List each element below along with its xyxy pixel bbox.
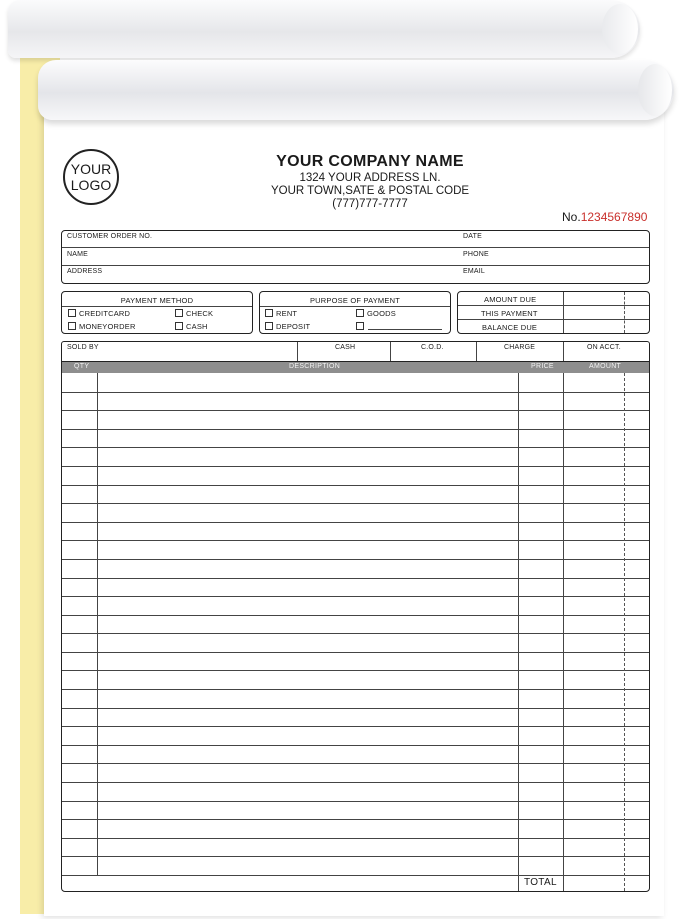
charge-label: CHARGE bbox=[504, 344, 536, 351]
checkbox[interactable] bbox=[68, 309, 76, 317]
this-payment-label: THIS PAYMENT bbox=[481, 309, 538, 318]
name-label: NAME bbox=[67, 251, 89, 258]
checkbox[interactable] bbox=[175, 322, 183, 330]
table-row bbox=[62, 633, 649, 634]
table-row bbox=[62, 782, 649, 783]
logo-line-2: LOGO bbox=[70, 177, 112, 193]
address-label: ADDRESS bbox=[67, 268, 103, 275]
company-address: 1324 YOUR ADDRESS LN. bbox=[299, 172, 441, 184]
table-row bbox=[62, 540, 649, 541]
logo-line-1: YOUR bbox=[70, 161, 112, 177]
items-table-header bbox=[62, 362, 649, 373]
price-column-divider bbox=[518, 373, 519, 891]
purpose-title: PURPOSE OF PAYMENT bbox=[309, 296, 400, 305]
company-name: YOUR COMPANY NAME bbox=[276, 153, 464, 170]
total-label: TOTAL bbox=[524, 877, 557, 888]
divider bbox=[390, 342, 391, 361]
divider bbox=[62, 306, 252, 307]
cents-divider bbox=[624, 292, 625, 333]
divider bbox=[563, 342, 564, 361]
cod-label: C.O.D. bbox=[421, 344, 444, 351]
table-row bbox=[62, 466, 649, 467]
divider bbox=[62, 247, 649, 248]
divider bbox=[563, 292, 564, 333]
checkbox[interactable] bbox=[356, 322, 364, 330]
option-moneyorder: MONEYORDER bbox=[68, 322, 136, 331]
qty-column-header: QTY bbox=[74, 363, 90, 370]
form-number-value: 1234567890 bbox=[580, 210, 648, 224]
table-row bbox=[62, 838, 649, 839]
table-row bbox=[62, 503, 649, 504]
option-goods: GOODS bbox=[356, 309, 396, 318]
form-number-prefix: No. bbox=[562, 210, 581, 224]
table-row bbox=[62, 522, 649, 523]
option-rent: RENT bbox=[265, 309, 297, 318]
balance-due-label: BALANCE DUE bbox=[482, 323, 538, 332]
table-row bbox=[62, 578, 649, 579]
payment-method-title: PAYMENT METHOD bbox=[120, 296, 194, 305]
price-column-header: PRICE bbox=[531, 363, 554, 370]
cash-label: CASH bbox=[335, 344, 356, 351]
checkbox[interactable] bbox=[265, 309, 273, 317]
back-sheet-curl bbox=[8, 0, 640, 58]
table-row bbox=[62, 708, 649, 709]
amount-due-label: AMOUNT DUE bbox=[484, 295, 537, 304]
table-row bbox=[62, 652, 649, 653]
table-row bbox=[62, 745, 649, 746]
form-number bbox=[562, 210, 647, 224]
table-row bbox=[62, 819, 649, 820]
customer-order-no-label: CUSTOMER ORDER NO. bbox=[67, 233, 153, 240]
table-row bbox=[62, 410, 649, 411]
table-row bbox=[62, 447, 649, 448]
divider bbox=[476, 342, 477, 361]
company-phone: (777)777-7777 bbox=[332, 198, 408, 210]
table-row bbox=[62, 726, 649, 727]
checkbox[interactable] bbox=[175, 309, 183, 317]
company-header bbox=[200, 152, 540, 211]
table-row bbox=[62, 801, 649, 802]
qty-column-divider bbox=[97, 373, 98, 875]
table-row bbox=[62, 559, 649, 560]
checkbox[interactable] bbox=[68, 322, 76, 330]
table-row bbox=[62, 689, 649, 690]
description-column-header: DESCRIPTION bbox=[289, 363, 341, 370]
table-row bbox=[62, 596, 649, 597]
items-table bbox=[61, 362, 650, 892]
table-row bbox=[62, 392, 649, 393]
option-check: CHECK bbox=[175, 309, 213, 318]
table-row bbox=[62, 763, 649, 764]
sale-terms-row bbox=[61, 341, 650, 362]
phone-label: PHONE bbox=[463, 251, 489, 258]
divider bbox=[260, 306, 450, 307]
sold-by-label: SOLD BY bbox=[67, 344, 99, 351]
checkbox[interactable] bbox=[356, 309, 364, 317]
divider bbox=[297, 342, 298, 361]
cents-divider bbox=[624, 373, 625, 891]
option-deposit: DEPOSIT bbox=[265, 322, 310, 331]
date-label: DATE bbox=[463, 233, 482, 240]
divider bbox=[458, 319, 649, 320]
checkbox[interactable] bbox=[265, 322, 273, 330]
on-acct-label: ON ACCT. bbox=[587, 344, 621, 351]
company-town: YOUR TOWN,SATE & POSTAL CODE bbox=[270, 185, 470, 197]
table-row bbox=[62, 875, 649, 876]
option-cash: CASH bbox=[175, 322, 208, 331]
table-row bbox=[62, 485, 649, 486]
option-other bbox=[356, 322, 367, 331]
amount-column-divider bbox=[563, 373, 564, 891]
other-write-in-line[interactable] bbox=[368, 329, 442, 330]
option-creditcard: CREDITCARD bbox=[68, 309, 130, 318]
amount-column-header: AMOUNT bbox=[589, 363, 622, 370]
table-row bbox=[62, 429, 649, 430]
table-row bbox=[62, 670, 649, 671]
table-row bbox=[62, 615, 649, 616]
divider bbox=[62, 265, 649, 266]
email-label: EMAIL bbox=[463, 268, 486, 275]
logo-placeholder bbox=[63, 149, 119, 205]
table-row bbox=[62, 856, 649, 857]
divider bbox=[458, 305, 649, 306]
front-sheet-curl bbox=[38, 60, 674, 120]
